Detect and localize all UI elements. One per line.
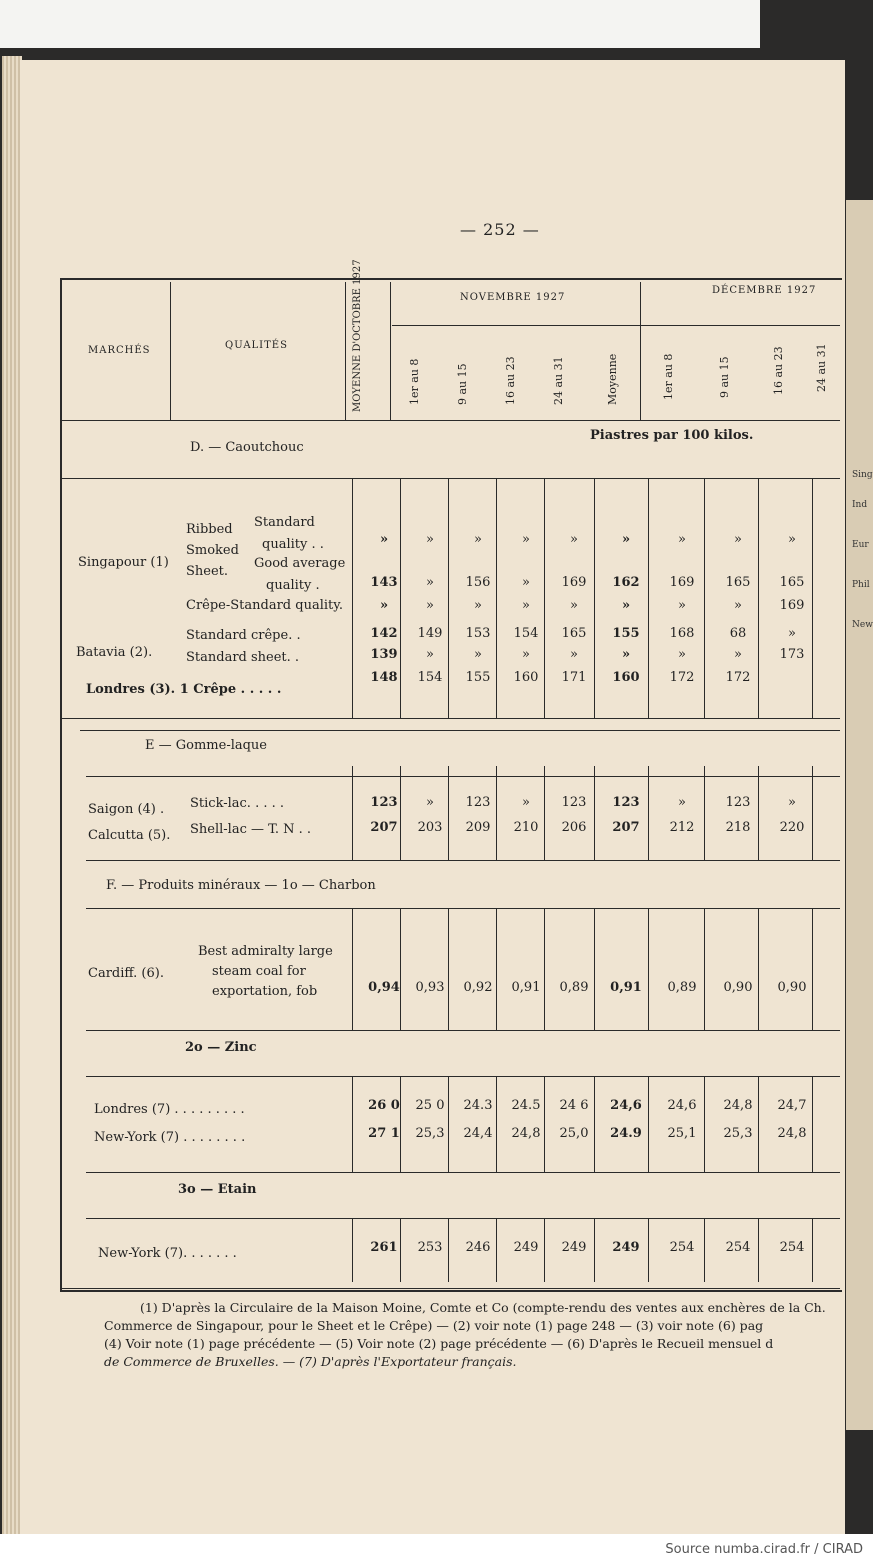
table-cell: 249 xyxy=(612,1240,640,1255)
period-nov-3: 16 au 23 xyxy=(504,356,517,405)
market-londres: Londres (3). 1 Crêpe . . . . . xyxy=(86,682,282,697)
table-cell: » xyxy=(678,598,686,613)
col-rule xyxy=(496,1218,497,1282)
table-cell: » xyxy=(788,626,796,641)
col-rule xyxy=(758,766,759,860)
table-cell: » xyxy=(678,647,686,662)
month-rule xyxy=(392,325,840,326)
col-rule xyxy=(812,908,813,1030)
quality-label: Shell-lac — T. N . . xyxy=(190,822,312,837)
footnote-line: (4) Voir note (1) page précédente — (5) Voir note (2) page précédente — (6) D'après le Recueil mensuel d xyxy=(104,1336,774,1351)
table-cell: » xyxy=(621,647,631,662)
col-rule xyxy=(544,766,545,860)
col-rule xyxy=(448,766,449,860)
market-newyork-etain: New-York (7). . . . . . . xyxy=(98,1246,237,1261)
table-cell: » xyxy=(570,598,578,613)
col-rule xyxy=(544,1076,545,1172)
col-rule xyxy=(812,1218,813,1282)
col-rule xyxy=(400,1076,401,1172)
col-rule xyxy=(400,766,401,860)
table-cell: 24,8 xyxy=(723,1098,753,1113)
table-cell: » xyxy=(734,598,742,613)
facing-page-fragment xyxy=(846,200,873,1430)
table-cell: » xyxy=(522,575,530,590)
section-rule xyxy=(60,718,840,719)
table-cell: 0,91 xyxy=(610,980,642,995)
facing-page-text: Eur xyxy=(852,540,869,550)
col-rule xyxy=(496,908,497,1030)
table-cell: » xyxy=(734,532,742,547)
table-cell: 160 xyxy=(612,670,640,685)
table-cell: 25,3 xyxy=(415,1126,445,1141)
table-cell: 206 xyxy=(561,820,587,835)
table-cell: 123 xyxy=(465,795,491,810)
table-cell: 165 xyxy=(725,575,751,590)
table-cell: 173 xyxy=(779,647,805,662)
scan-top-margin xyxy=(0,0,760,48)
period-dec-3: 16 au 23 xyxy=(772,346,785,395)
table-cell: 25 0 xyxy=(415,1098,445,1113)
table-cell: » xyxy=(570,647,578,662)
section-zinc: 2o — Zinc xyxy=(185,1040,257,1055)
table-cell: » xyxy=(474,647,482,662)
header-moyenne: MOYENNE D'OCTOBRE 1927 xyxy=(352,259,363,412)
period-dec-1: 1er au 8 xyxy=(662,353,675,400)
table-cell: 24,4 xyxy=(463,1126,493,1141)
table-cell: 24,6 xyxy=(610,1098,642,1113)
section-rule xyxy=(80,730,840,731)
col-rule xyxy=(594,908,595,1030)
col-rule xyxy=(170,282,171,420)
table-cell: 0,90 xyxy=(723,980,753,995)
table-cell: » xyxy=(734,647,742,662)
table-cell: 246 xyxy=(465,1240,491,1255)
col-rule xyxy=(352,1218,353,1282)
col-rule xyxy=(352,1076,353,1172)
table-cell: » xyxy=(426,795,434,810)
table-cell: 254 xyxy=(725,1240,751,1255)
table-cell: » xyxy=(426,532,434,547)
market-londres-zinc: Londres (7) . . . . . . . . . xyxy=(94,1102,245,1117)
facing-page-text: New xyxy=(852,620,873,630)
table-cell: 212 xyxy=(669,820,695,835)
quality-label: quality . xyxy=(266,578,320,593)
period-nov-4: 24 au 31 xyxy=(552,356,565,405)
table-cell: 165 xyxy=(779,575,805,590)
table-cell: 169 xyxy=(779,598,805,613)
col-rule xyxy=(544,1218,545,1282)
table-cell: 123 xyxy=(561,795,587,810)
table-cell: 160 xyxy=(513,670,539,685)
table-cell: » xyxy=(379,532,389,547)
table-cell: 0,92 xyxy=(463,980,493,995)
col-rule xyxy=(648,1076,649,1172)
table-cell: 220 xyxy=(779,820,805,835)
table-cell: 169 xyxy=(561,575,587,590)
facing-page-text: Ind xyxy=(852,500,868,510)
table-cell: » xyxy=(678,532,686,547)
table-cell: 123 xyxy=(370,795,398,810)
market-saigon: Saigon (4) . xyxy=(88,802,165,817)
table-cell: 24.9 xyxy=(610,1126,642,1141)
table-cell: 143 xyxy=(370,575,398,590)
col-rule xyxy=(544,478,545,718)
table-cell: 123 xyxy=(612,795,640,810)
table-cell: 261 xyxy=(370,1240,398,1255)
period-nov-avg: Moyenne xyxy=(606,353,619,405)
table-cell: 24,6 xyxy=(667,1098,697,1113)
section-rule xyxy=(86,860,840,861)
table-cell: 24.5 xyxy=(511,1098,541,1113)
market-newyork-zinc: New-York (7) . . . . . . . . xyxy=(94,1130,246,1145)
table-cell: 24,8 xyxy=(777,1126,807,1141)
col-rule xyxy=(758,478,759,718)
table-cell: » xyxy=(379,598,389,613)
table-cell: 24,7 xyxy=(777,1098,807,1113)
table-cell: 148 xyxy=(370,670,398,685)
table-cell: 25,0 xyxy=(559,1126,589,1141)
table-cell: 154 xyxy=(417,670,443,685)
table-cell: 203 xyxy=(417,820,443,835)
col-rule xyxy=(758,1218,759,1282)
table-cell: » xyxy=(570,532,578,547)
section-rule xyxy=(86,908,840,909)
footnote-line: (1) D'après la Circulaire de la Maison Moine, Comte et Co (compte-rendu des ventes aux enchères de la Ch. xyxy=(140,1300,826,1315)
header-novembre: NOVEMBRE 1927 xyxy=(460,292,566,303)
col-rule xyxy=(400,908,401,1030)
col-rule xyxy=(704,766,705,860)
quality-label: quality . . xyxy=(262,537,324,552)
table-cell: 172 xyxy=(725,670,751,685)
table-cell: 24,8 xyxy=(511,1126,541,1141)
table-cell: 68 xyxy=(729,626,747,641)
section-rule xyxy=(86,776,840,777)
section-rule xyxy=(60,478,840,479)
table-cell: 0,94 xyxy=(368,980,400,995)
col-rule xyxy=(704,478,705,718)
market-singapour: Singapour (1) xyxy=(78,555,169,570)
col-rule xyxy=(648,766,649,860)
table-cell: 162 xyxy=(612,575,640,590)
col-rule xyxy=(448,1218,449,1282)
col-rule xyxy=(496,766,497,860)
section-produits-mineraux: F. — Produits minéraux — 1o — Charbon xyxy=(106,878,376,893)
col-rule xyxy=(496,1076,497,1172)
table-cell: » xyxy=(522,647,530,662)
table-cell: 169 xyxy=(669,575,695,590)
book-page-edges xyxy=(2,56,22,1536)
table-cell: 24 6 xyxy=(559,1098,589,1113)
table-cell: » xyxy=(522,532,530,547)
col-rule xyxy=(812,1076,813,1172)
table-cell: 153 xyxy=(465,626,491,641)
table-cell: 24.3 xyxy=(463,1098,493,1113)
table-cell: 168 xyxy=(669,626,695,641)
table-cell: 249 xyxy=(561,1240,587,1255)
table-cell: 0,91 xyxy=(511,980,541,995)
table-cell: » xyxy=(426,575,434,590)
facing-page-text: Sing xyxy=(852,470,873,480)
col-rule xyxy=(345,282,346,420)
period-nov-1: 1er au 8 xyxy=(408,358,421,405)
table-cell: 26 0 xyxy=(368,1098,400,1113)
source-credit: Source numba.cirad.fr / CIRAD xyxy=(665,1542,863,1557)
table-cell: 0,93 xyxy=(415,980,445,995)
quality-label: Sheet. xyxy=(186,564,229,579)
period-dec-4: 24 au 31 xyxy=(815,343,828,392)
quality-label: Standard xyxy=(254,515,315,530)
table-cell: 139 xyxy=(370,647,398,662)
table-cell: 25,3 xyxy=(723,1126,753,1141)
table-cell: 218 xyxy=(725,820,751,835)
col-rule xyxy=(648,1218,649,1282)
table-cell: 149 xyxy=(417,626,443,641)
table-cell: 25,1 xyxy=(667,1126,697,1141)
quality-label: Ribbed xyxy=(186,522,233,537)
quality-label: Standard crêpe. . xyxy=(186,628,301,643)
col-rule xyxy=(544,908,545,1030)
section-etain: 3o — Etain xyxy=(178,1182,257,1197)
col-rule xyxy=(648,908,649,1030)
col-rule xyxy=(594,1076,595,1172)
table-cell: 156 xyxy=(465,575,491,590)
table-cell: » xyxy=(621,598,631,613)
table-cell: » xyxy=(522,598,530,613)
col-rule xyxy=(758,1076,759,1172)
table-cell: » xyxy=(426,647,434,662)
quality-label: Crêpe-Standard quality. xyxy=(186,598,343,613)
page-number: — 252 — xyxy=(460,220,540,239)
table-cell: 253 xyxy=(417,1240,443,1255)
col-rule xyxy=(704,1076,705,1172)
table-cell: » xyxy=(788,795,796,810)
section-rule xyxy=(86,1218,840,1219)
section-caoutchouc: D. — Caoutchouc xyxy=(190,440,304,455)
col-rule xyxy=(648,478,649,718)
period-dec-2: 9 au 15 xyxy=(718,356,731,398)
table-cell: 249 xyxy=(513,1240,539,1255)
footnote-line: de Commerce de Bruxelles. — (7) D'après l'Exportateur français. xyxy=(104,1354,517,1369)
quality-label: Standard sheet. . xyxy=(186,650,300,665)
quality-label: Stick-lac. . . . . xyxy=(190,796,284,811)
col-rule xyxy=(594,1218,595,1282)
quality-label: Good average xyxy=(254,556,346,571)
table-cell: » xyxy=(621,532,631,547)
table-cell: 209 xyxy=(465,820,491,835)
table-cell: 155 xyxy=(465,670,491,685)
section-gomme-laque: E — Gomme-laque xyxy=(145,738,268,753)
market-calcutta: Calcutta (5). xyxy=(88,828,171,843)
col-rule xyxy=(400,478,401,718)
table-cell: 171 xyxy=(561,670,587,685)
table-cell: » xyxy=(788,532,796,547)
table-cell: 254 xyxy=(669,1240,695,1255)
table-cell: 210 xyxy=(513,820,539,835)
footnote-line: Commerce de Singapour, pour le Sheet et le Crêpe) — (2) voir note (1) page 248 — (3) voir note (6) pag xyxy=(104,1318,764,1333)
table-cell: » xyxy=(474,532,482,547)
col-rule xyxy=(704,1218,705,1282)
table-cell: 142 xyxy=(370,626,398,641)
table-cell: 172 xyxy=(669,670,695,685)
col-rule xyxy=(640,282,641,420)
facing-page-text: Phil xyxy=(852,580,870,590)
col-rule xyxy=(704,908,705,1030)
table-cell: 155 xyxy=(612,626,640,641)
table-cell: 154 xyxy=(513,626,539,641)
section-rule xyxy=(86,1076,840,1077)
quality-label: Smoked xyxy=(186,543,239,558)
col-rule xyxy=(758,908,759,1030)
quality-label: steam coal for xyxy=(212,964,306,979)
col-rule xyxy=(594,766,595,860)
table-cell: » xyxy=(474,598,482,613)
col-rule xyxy=(352,766,353,860)
table-cell: 0,89 xyxy=(559,980,589,995)
table-cell: 207 xyxy=(370,820,398,835)
col-rule xyxy=(448,908,449,1030)
header-decembre: DÉCEMBRE 1927 xyxy=(712,285,817,296)
header-marches: MARCHÉS xyxy=(88,345,151,356)
quality-label: exportation, fob xyxy=(212,984,318,999)
col-rule xyxy=(400,1218,401,1282)
table-cell: » xyxy=(426,598,434,613)
market-cardiff: Cardiff. (6). xyxy=(88,966,164,981)
quality-label: Best admiralty large xyxy=(198,944,333,959)
table-cell: 254 xyxy=(779,1240,805,1255)
col-rule xyxy=(352,908,353,1030)
table-cell: 165 xyxy=(561,626,587,641)
unit-note: Piastres par 100 kilos. xyxy=(590,428,754,443)
section-rule xyxy=(86,1172,840,1173)
section-rule xyxy=(86,1030,840,1031)
footnote-rule xyxy=(60,1288,840,1289)
period-nov-2: 9 au 15 xyxy=(456,363,469,405)
table-cell: 0,89 xyxy=(667,980,697,995)
col-rule xyxy=(352,478,353,718)
table-cell: 207 xyxy=(612,820,640,835)
col-rule xyxy=(496,478,497,718)
header-qualites: QUALITÉS xyxy=(225,340,288,351)
table-cell: 27 1 xyxy=(368,1126,400,1141)
col-rule xyxy=(812,478,813,718)
market-batavia: Batavia (2). xyxy=(76,645,153,660)
table-cell: » xyxy=(678,795,686,810)
col-rule xyxy=(390,282,391,420)
header-bottom-rule xyxy=(60,420,840,421)
table-cell: » xyxy=(522,795,530,810)
col-rule xyxy=(448,478,449,718)
table-cell: 0,90 xyxy=(777,980,807,995)
col-rule xyxy=(594,478,595,718)
col-rule xyxy=(812,766,813,860)
table-cell: 123 xyxy=(725,795,751,810)
col-rule xyxy=(448,1076,449,1172)
